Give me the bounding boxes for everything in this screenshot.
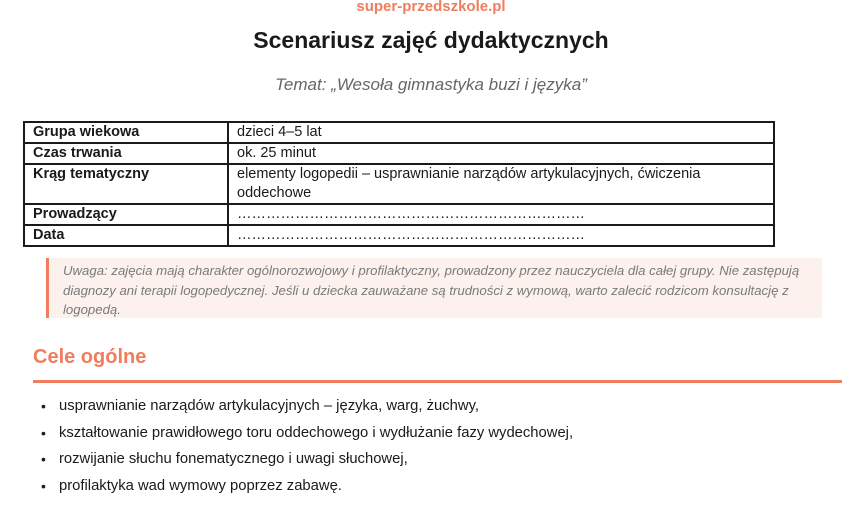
- page-title: Scenariusz zajęć dydaktycznych: [253, 27, 609, 53]
- row-label: Krąg tematyczny: [24, 164, 228, 204]
- bullet-icon: •: [41, 477, 46, 494]
- list-item-text: rozwijanie słuchu fonematycznego i uwagi słuchowej,: [59, 451, 408, 467]
- list-item-text: profilaktyka wad wymowy poprzez zabawę.: [59, 477, 342, 494]
- table-row: [24, 204, 774, 225]
- list-item: [33, 474, 573, 501]
- row-value: dzieci 4–5 lat: [228, 122, 774, 143]
- row-value: ………………………………………………………………: [228, 204, 774, 225]
- table-row: [24, 164, 774, 204]
- list-item: [33, 421, 573, 448]
- bullet-icon: •: [41, 424, 46, 441]
- bullet-icon: •: [41, 398, 46, 414]
- row-label: Data: [24, 225, 228, 246]
- list-item: [33, 447, 573, 474]
- table-row: [24, 143, 774, 164]
- section-title-goals: Cele ogólne: [33, 346, 147, 368]
- row-label: Prowadzący: [24, 204, 228, 225]
- row-label: Czas trwania: [24, 143, 228, 164]
- note-box: Uwaga: zajęcia mają charakter ogólnorozwojowy i profilaktyczny, prowadzony przez nauczyciela dla całej grupy. Nie zastępują diagnozy ani terapii logopedycznej. Jeśli u dziecka zauważane są trudności z wymową, warto zalecić rodzicom konsultację z logopedą.: [46, 258, 822, 318]
- table-row: [24, 225, 774, 246]
- row-value: ok. 25 minut: [228, 143, 774, 164]
- site-name: super-przedszkole.pl: [356, 0, 506, 15]
- row-value: ………………………………………………………………: [228, 225, 774, 246]
- table-row: [24, 122, 774, 143]
- row-label: Grupa wiekowa: [24, 122, 228, 143]
- row-value: elementy logopedii – usprawnianie narządów artykulacyjnych, ćwiczenia oddechowe: [228, 164, 774, 204]
- list-item-text: kształtowanie prawidłowego toru oddechowego i wydłużanie fazy wydechowej,: [59, 424, 574, 441]
- page-subtitle: Temat: „Wesoła gimnastyka buzi i języka”: [275, 75, 587, 94]
- info-table: [23, 121, 775, 247]
- section-divider: [33, 380, 842, 383]
- list-item-text: usprawnianie narządów artykulacyjnych – języka, warg, żuchwy,: [59, 398, 479, 414]
- goals-list: [33, 394, 573, 500]
- bullet-icon: •: [41, 451, 46, 467]
- list-item: [33, 394, 573, 421]
